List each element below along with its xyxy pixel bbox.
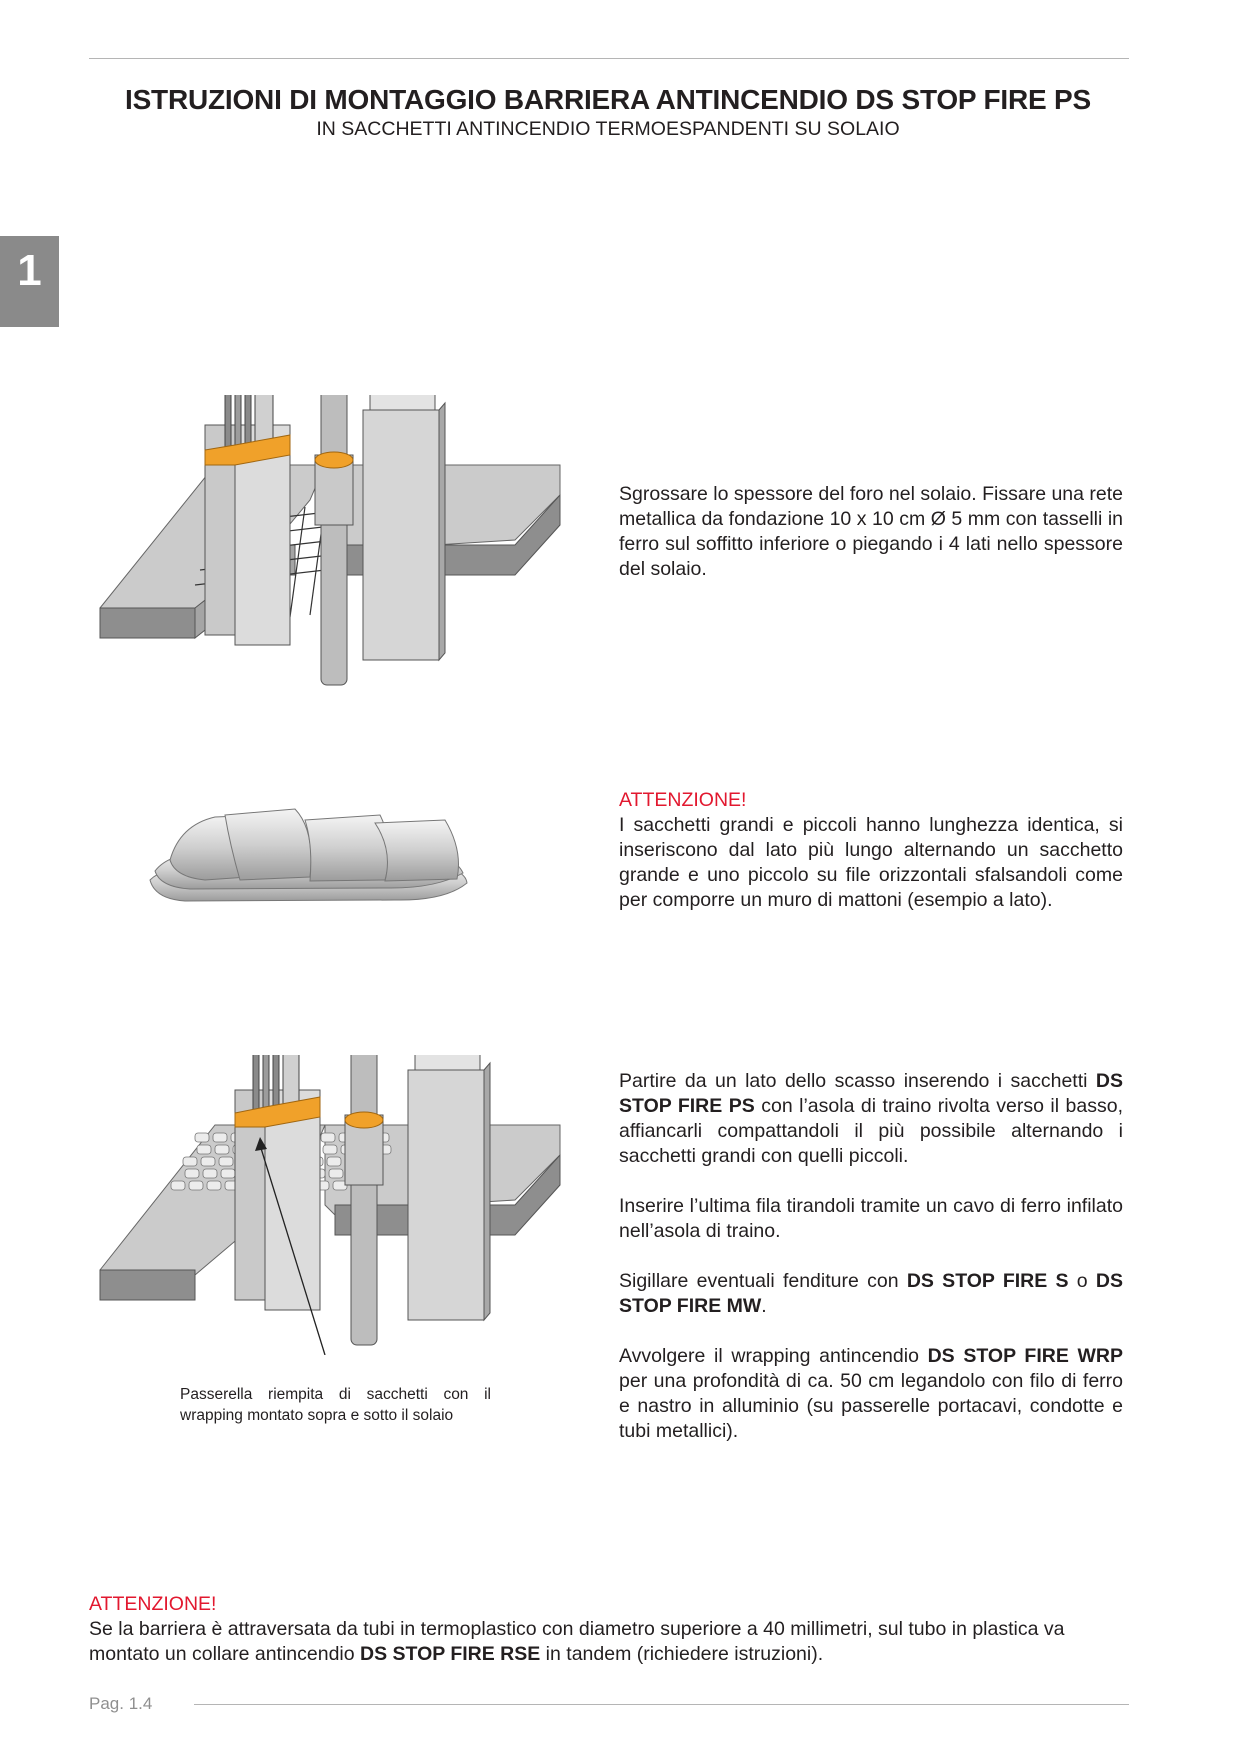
page-subtitle: IN SACCHETTI ANTINCENDIO TERMOESPANDENTI SU SOLAIO xyxy=(316,118,900,140)
footer-rule xyxy=(194,1704,1129,1705)
bottom-warning-note: ATTENZIONE! Se la barriera è attraversata da tubi in termoplastico con diametro superiore a 40 millimetri, sul tubo in plastica va montato un collare antincendio DS STOP FIRE RSE in tandem (richiedere istruzioni). xyxy=(89,1593,1065,1665)
step1-text: Sgrossare lo spessore del foro nel solaio. Fissare una rete metallica da fondazione 10 x 10 cm Ø 5 mm con tasselli in ferro sul soffitto inferiore o piegando i 4 lati nello spessore del solaio. xyxy=(619,483,1124,580)
step2-warning: ATTENZIONE! xyxy=(619,789,747,811)
top-rule xyxy=(89,58,1129,59)
fire-bags-photo xyxy=(145,805,475,905)
step3-text: Partire da un lato dello scasso inserendo i sacchetti DS STOP FIRE PS con l’asola di traino rivolta verso il basso, affiancarli compattandoli il più possibile alternando i sacchetti grandi con quelli piccoli. Inserire l’ultima fila tirandoli tramite un cavo di ferro infilato nell’asola di traino. Sigillare eventuali fenditure con DS STOP FIRE S o DS STOP FIRE MW. Avvolgere il wrapping antincendio DS STOP FIRE WRP per una profondità di ca. 50 cm legandolo con filo di ferro e nastro in alluminio (su passerelle portacavi, condotte e tubi metallici). xyxy=(619,1070,1124,1442)
illustration-caption: Passerella riempita di sacchetti con il wrapping montato sopra e sotto il solaio xyxy=(180,1386,491,1424)
chapter-tab: 1 xyxy=(0,236,59,327)
bottom-warning-label: ATTENZIONE! xyxy=(89,1593,217,1615)
page-number: Pag. 1.4 xyxy=(89,1694,153,1713)
step2-text: ATTENZIONE! I sacchetti grandi e piccoli hanno lunghezza identica, si inseriscono dal lato più lungo alternando un sacchetto grande e uno piccolo su file orizzontali sfalsandoli come per comporre un muro di mattoni (esempio a lato). xyxy=(619,789,1123,911)
page-title: ISTRUZIONI DI MONTAGGIO BARRIERA ANTINCENDIO DS STOP FIRE PS xyxy=(125,84,1091,115)
slab-opening-mesh-illustration xyxy=(95,395,570,690)
slab-filled-bags-illustration xyxy=(95,1055,570,1355)
